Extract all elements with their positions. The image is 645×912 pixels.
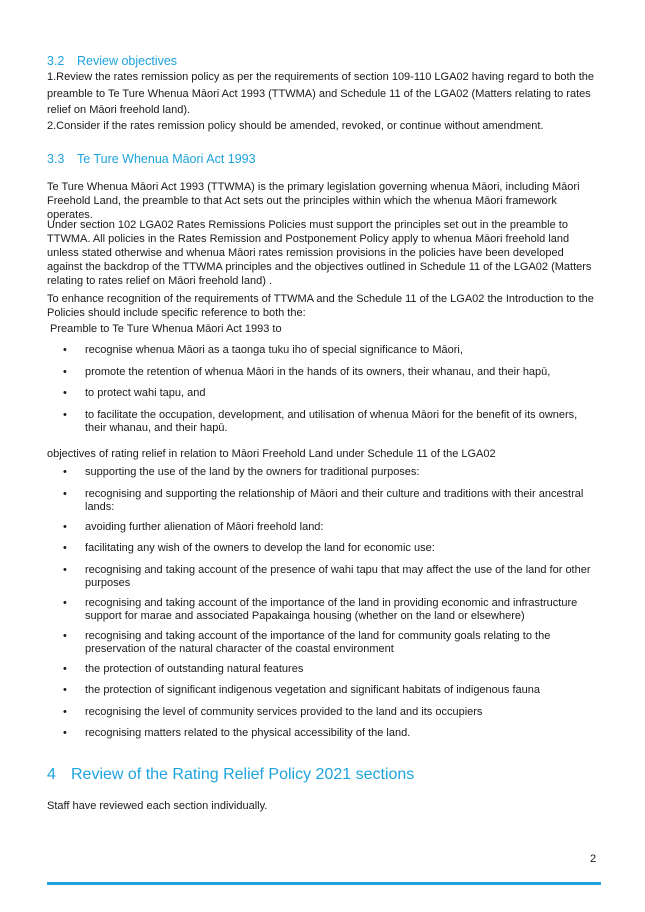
list-item: • recognising and taking account of the importance of the land for community goals relating to the preservation of the natural character of the coastal environment <box>63 629 551 655</box>
bullet-icon: • <box>63 520 67 533</box>
section-102-paragraph: Under section 102 LGA02 Rates Remissions Policies must support the principles set out in the preamble to TTWMA. All policies in the Rates Remission and Postponement Policy apply to whenua Māori freehold land unless stated otherwise and whenua Māori rates remission provisions in the policies have been developed against the backdrop of the TTWMA principles and the objectives outlined in Schedule 11 of the LGA02 (Matters relating to rates relief on Māori freehold land) . <box>47 219 592 287</box>
bullet-icon: • <box>63 365 67 378</box>
bullet-icon: • <box>63 629 67 642</box>
bullet-icon: • <box>63 684 67 696</box>
list-item: • recognising and taking account of the importance of the land in providing economic and infrastructure support for marae and associated Papakainga housing (whether on the land or elsewhere) <box>63 596 578 622</box>
preamble-intro: Preamble to Te Ture Whenua Māori Act 1993 to <box>47 323 282 335</box>
section-3-3-heading <box>47 152 256 166</box>
list-item: • the protection of significant indigenous vegetation and significant habitats of indigenous fauna <box>63 684 540 696</box>
section-number: 3.3 <box>47 152 65 166</box>
list-item: • recognise whenua Māori as a taonga tuku iho of special significance to Māori, <box>63 344 463 356</box>
list-item: • avoiding further alienation of Māori freehold land: <box>63 520 324 533</box>
section-number: 4 <box>47 766 56 783</box>
list-item: • facilitating any wish of the owners to develop the land for economic use: <box>63 542 435 554</box>
list-item: • recognising matters related to the physical accessibility of the land. <box>63 727 411 739</box>
section-title: Review objectives <box>77 54 178 68</box>
list-item: • supporting the use of the land by the owners for traditional purposes: <box>63 466 420 478</box>
list-item: • recognising the level of community services provided to the land and its occupiers <box>63 705 483 718</box>
list-item: • promote the retention of whenua Māori in the hands of its owners, their whanau, and their hapū, <box>63 365 551 378</box>
section-title: Te Ture Whenua Māori Act 1993 <box>77 152 256 166</box>
footer-rule <box>47 882 601 885</box>
bullet-icon: • <box>63 542 67 554</box>
list-item: • recognising and taking account of the presence of wahi tapu that may affect the use of the land for other purposes <box>63 563 591 589</box>
section-3-2-heading <box>47 54 177 68</box>
bullet-icon: • <box>63 563 67 576</box>
section-4-heading <box>47 766 414 784</box>
preamble-list <box>0 344 620 436</box>
list-item: • to facilitate the occupation, development, and utilisation of whenua Māori for the benefit of its owners, their whanau, and their hapū. <box>63 408 578 434</box>
bullet-icon: • <box>63 466 67 478</box>
list-item: • recognising and supporting the relationship of Māori and their culture and traditions with their ancestral lands: <box>63 487 584 513</box>
page-number: 2 <box>590 853 597 865</box>
objectives-intro: objectives of rating relief in relation to Māori Freehold Land under Schedule 11 of the LGA02 <box>47 448 496 460</box>
bullet-icon: • <box>63 408 67 421</box>
section-title: Review of the Rating Relief Policy 2021 sections <box>71 766 415 783</box>
bullet-icon: • <box>63 727 67 739</box>
enhance-recognition-paragraph: To enhance recognition of the requirements of TTWMA and the Schedule 11 of the LGA02 the Introduction to the Policies should include specific reference to both the: <box>47 293 594 319</box>
staff-review-paragraph: Staff have reviewed each section individually. <box>47 800 268 812</box>
bullet-icon: • <box>63 662 67 675</box>
list-item: • the protection of outstanding natural features <box>63 662 304 675</box>
ttwma-paragraph: Te Ture Whenua Māori Act 1993 (TTWMA) is the primary legislation governing whenua Māori, including Māori Freehold Land, the preamble to that Act sets out the principles within which the whenua Māori framework operates. <box>47 181 580 221</box>
bullet-icon: • <box>63 487 67 500</box>
section-number: 3.2 <box>47 54 65 68</box>
bullet-icon: • <box>63 596 67 609</box>
review-objective-2: 2.Consider if the rates remission policy should be amended, revoked, or continue without amendment. <box>47 120 544 132</box>
bullet-icon: • <box>63 387 67 399</box>
list-item: • to protect wahi tapu, and <box>63 387 206 399</box>
bullet-icon: • <box>63 344 67 356</box>
objectives-list <box>0 466 620 741</box>
review-objective-1: 1.Review the rates remission policy as per the requirements of section 109-110 LGA02 having regard to both the preamble to Te Ture Whenua Māori Act 1993 (TTWMA) and Schedule 11 of the LGA02 (Matters relating to rates relief on Māori freehold land). <box>47 71 595 116</box>
bullet-icon: • <box>63 705 67 718</box>
